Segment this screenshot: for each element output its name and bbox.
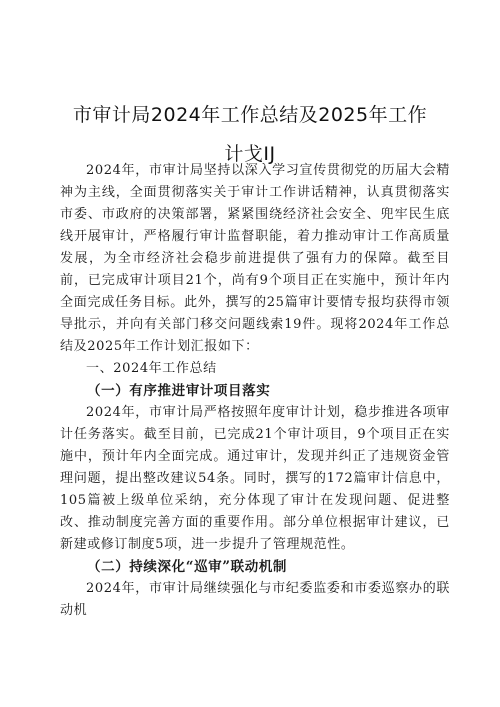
subsection-heading-2: （二）持续深化“巡审”联动机制: [87, 559, 288, 575]
intro-paragraph: 2024年，市审计局坚持以深入学习宣传贯彻党的历届大会精神为主线，全面贯彻落实关于审计工作讲话精神，认真贯彻落实市委、市政府的决策部署，紧紧围绕经济社会安全、兜牢民生底线开展审计，严格履行审计监督职能，着力推动审计工作高质量发展，为全市经济社会稳步前进提供了强有力的保障。截至目前，已完成审计项目21个，尚有9个项目正在实施中，预计年内全面完成任务目标。此外，撰写的25篇审计要情专报均获得市领导批示，并向有关部门移交问题线索19件。现将2024年工作总结及2025年工作计划汇报如下：: [60, 163, 450, 354]
document-title-line-1: 市审计局2024年工作总结及2025年工作: [72, 104, 428, 126]
subsection-2-paragraph: 2024年，市审计局继续强化与市纪委监委和市委巡察办的联动机: [60, 581, 450, 618]
document-body: [60, 160, 450, 622]
document-title-line-2: 计戈IJ: [224, 143, 276, 165]
subsection-heading-1: （一）有序推进审计项目落实: [87, 383, 271, 399]
section-heading-1: 一、2024年工作总结: [86, 361, 217, 376]
subsection-1-paragraph: 2024年，市审计局严格按照年度审计计划，稳步推进各项审计任务落实。截至目前，已完成21个审计项目，9个项目正在实施中，预计年内全面完成。通过审计，发现并纠正了违规资金管理问题，提出整改建议54条。同时，撰写的172篇审计信息中，105篇被上级单位采纳，充分体现了审计在发现问题、促进整改、推动制度完善方面的重要作用。部分单位根据审计建议，已新建或修订制度5项，进一步提升了管理规范性。: [60, 405, 450, 552]
